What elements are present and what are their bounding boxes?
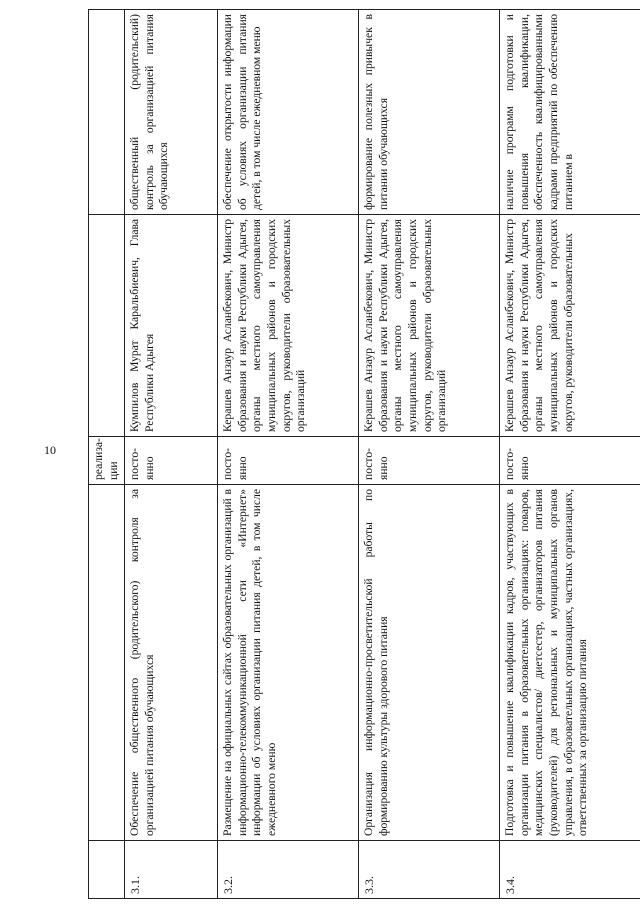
responsible-cell: Керашев Анзаур Асланбекович, Министр образования и науки Республики Адыгея, органы местного самоуправления муниципальных районов и городских округов, руководители образовательных организаций [359,215,500,437]
page-number: 10 [44,443,56,457]
term-cell: посто- янно [500,437,640,485]
responsible-cell: Керашев Анзаур Асланбекович, Министр образования и науки Республики Адыгея, органы местного самоуправления муниципальных районов и городских округов, руководители образовательных [500,215,640,437]
row-number: 3.3. [359,841,500,899]
table-row [218,10,359,899]
activity-cell: Размещение на официальных сайтах образовательных организаций в информационно-телекоммуникационной сети «Интернет» информации об условиях организации питания детей, в том числе ежедневного меню [218,485,359,841]
activity-cell: Обеспечение общественного (родительского) контроля за организацией питания обучающихся [125,485,218,841]
result-cell: обеспечение открытости информации об условиях организации питания детей, в том числе ежедневном меню [218,10,359,215]
header-cell-empty [89,841,125,899]
header-cell-empty [89,215,125,437]
table-row [359,10,500,899]
rotated-table-wrapper [88,10,624,899]
table-header-row [89,10,125,899]
responsible-cell: Кумпилов Мурат Каральбиевич, Глава Республики Адыгея [125,215,218,437]
responsible-cell: Керашев Анзаур Асланбекович, Министр образования и науки Республики Адыгея, органы местного самоуправления муниципальных районов и городских округов, руководители образовательных организаций [218,215,359,437]
row-number: 3.2. [218,841,359,899]
term-cell: посто- янно [125,437,218,485]
result-cell: общественный (родительский) контроль за организацией питания обучающихся [125,10,218,215]
activity-cell: Организация информационно-просветительской работы по формированию культуры здорового питания [359,485,500,841]
table-row [125,10,218,899]
row-number: 3.4. [500,841,640,899]
table-row [500,10,640,899]
measures-table [88,9,640,899]
activity-cell: Подготовка и повышение квалификации кадров, участвующих в организации питания в образовательных организациях: поваров, медицинских специалистов/ диетсестер, организаторов питания (руководителей) для региональных и муниципальных органов управления, в образовательных организациях, частных организациях, ответственных за организацию питания [500,485,640,841]
result-cell: формирование полезных привычек в питании обучающихся [359,10,500,215]
header-cell-empty [89,10,125,215]
term-cell: посто- янно [218,437,359,485]
header-cell-empty [89,485,125,841]
header-cell-term: реализа- ции [89,437,125,485]
term-cell: посто- янно [359,437,500,485]
result-cell: наличие программ подготовки и повышения квалификации, обеспеченность квалифицированными кадрами предприятий по обеспечению питанием в [500,10,640,215]
row-number: 3.1. [125,841,218,899]
